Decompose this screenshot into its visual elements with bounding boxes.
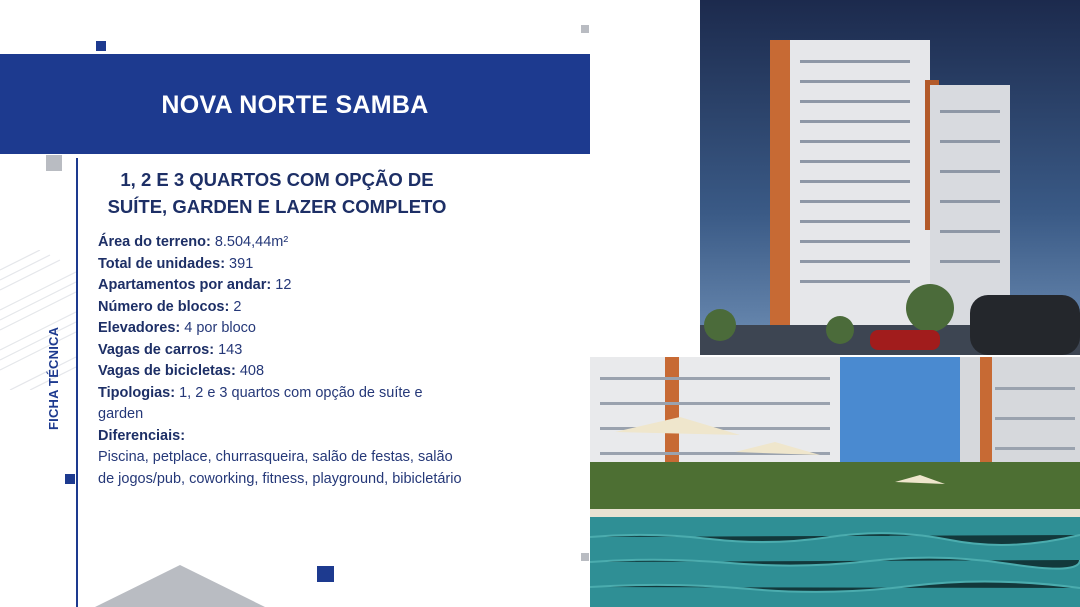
- spec-differentials-text: Piscina, petplace, churrasqueira, salão de festas, salão de jogos/pub, coworking, fitness, playground, bibicletário: [98, 449, 462, 487]
- deco-square: [46, 155, 62, 171]
- page-title: NOVA NORTE SAMBA: [161, 90, 429, 119]
- spec-apts-per-floor: Apartamentos por andar: 12: [98, 277, 292, 293]
- decorative-chevron: [95, 565, 265, 607]
- spec-differentials-label: Diferenciais:: [98, 427, 186, 444]
- spec-blocks: Número de blocos: 2: [98, 298, 242, 315]
- vertical-rule: [76, 158, 78, 607]
- spec-list: [98, 232, 468, 490]
- spec-typologies: Tipologias: 1, 2 e 3 quartos com opção de suíte e garden: [98, 384, 423, 422]
- building-photo: [700, 0, 1080, 355]
- subtitle: 1, 2 E 3 QUARTOS COM OPÇÃO DE SUÍTE, GARDEN E LAZER COMPLETO: [107, 169, 447, 217]
- spec-bike-spaces: Vagas de bicicletas: 408: [98, 363, 265, 379]
- title-band: [0, 54, 590, 154]
- section-label: FICHA TÉCNICA: [46, 326, 61, 430]
- spec-elevators: Elevadores: 4 por bloco: [98, 320, 256, 336]
- deco-square: [581, 553, 589, 561]
- spec-area: Área do terreno: 8.504,44m²: [98, 234, 289, 250]
- deco-square: [65, 474, 75, 484]
- pool-photo: [590, 357, 1080, 607]
- deco-square: [96, 41, 106, 51]
- spec-car-spaces: Vagas de carros: 143: [98, 341, 243, 358]
- deco-square: [581, 25, 589, 33]
- spec-total-units: Total de unidades: 391: [98, 255, 254, 272]
- deco-square: [317, 566, 334, 582]
- decorative-lines: [0, 250, 76, 390]
